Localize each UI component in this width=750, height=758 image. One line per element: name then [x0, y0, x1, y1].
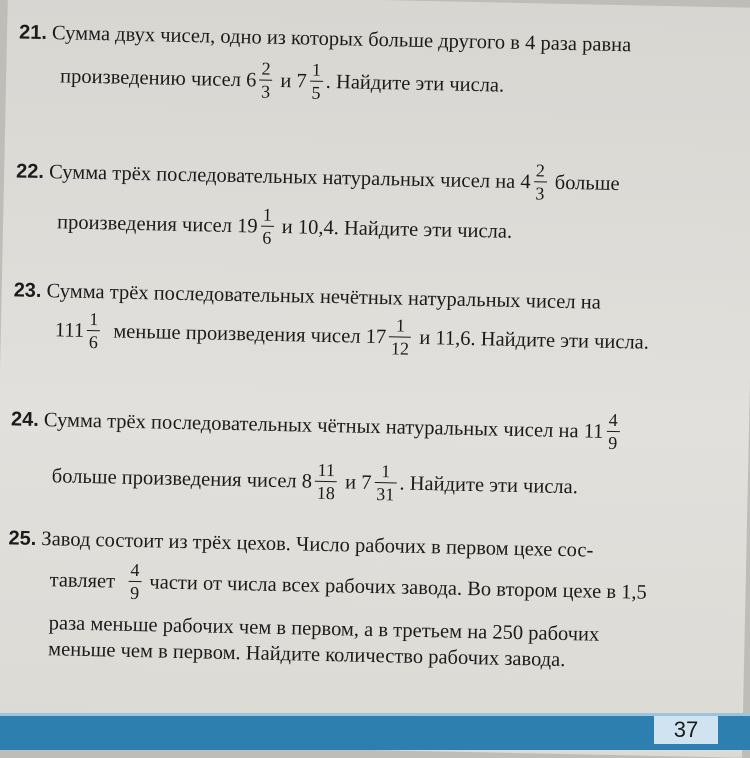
problem-text: больше произведения чисел	[51, 464, 297, 492]
problem-text: произведения чисел	[56, 210, 233, 237]
problem-text: Сумма трёх последовательных нечётных натуральных чисел на	[46, 280, 602, 314]
mixed-fraction: 4 $\frac{2}{3}$	[520, 160, 546, 204]
problem-25: 25. Завод состоит из трёх цехов. Число рабочих в первом цехе сос- тавляет $\frac{4}{9}$ части от числа всех рабочих завода. Во втором цехе в 1,5 раза меньше рабочих чем в первом, а в третьем на 250 рабочих меньше чем в первом. Найдите количество рабочих завода.	[8, 527, 648, 672]
mixed-fraction: 8 $\frac{11}{18}$	[301, 460, 340, 502]
problem-text: произведению чисел	[59, 64, 242, 91]
problem-number: 21.	[18, 21, 48, 45]
mixed-fraction: 111 $\frac{1}{6}$	[54, 309, 99, 353]
fraction: $\frac{4}{9}$	[129, 559, 140, 604]
mixed-fraction: 7 $\frac{1}{5}$	[296, 59, 322, 103]
problem-text: тавляет	[49, 568, 116, 593]
problem-number: 25.	[8, 527, 37, 550]
problem-text: Сумма двух чисел, одно из которых больше другого в 4 раза равна	[51, 22, 632, 57]
mixed-fraction: 7 $\frac{1}{31}$	[361, 462, 400, 504]
problem-23: 23. Сумма трёх последовательных нечётных натуральных чисел на 111 $\frac{1}{6}$ меньше произведения чисел 17 $\frac{1}{12}$ и 11,6. Найдите эти числа.	[13, 279, 650, 359]
problem-text: меньше чем в первом. Найдите количество рабочих завода.	[47, 638, 566, 672]
problem-number: 22.	[15, 159, 45, 183]
page-number: 37	[654, 716, 718, 744]
mixed-fraction: 11 $\frac{4}{9}$	[583, 409, 618, 454]
problem-22: 22. Сумма трёх последовательных натуральных чисел на 4 $\frac{2}{3}$ больше произведения чисел 19 $\frac{1}{6}$ и 10,4. Найдите эти числа.	[15, 159, 620, 248]
mixed-fraction: 19 $\frac{1}{6}$	[236, 204, 273, 248]
problem-number: 23.	[13, 279, 42, 302]
footer-bar	[0, 716, 750, 750]
mixed-fraction: 6 $\frac{2}{3}$	[245, 58, 271, 102]
problem-text: Завод состоит из трёх цехов. Число рабочих в первом цехе сос-	[41, 528, 594, 562]
problem-text: Сумма трёх последовательных натуральных чисел на	[48, 160, 516, 193]
problem-text: меньше произведения чисел	[113, 320, 361, 348]
problem-24: 24. Сумма трёх последовательных чётных натуральных чисел на 11 $\frac{4}{9}$ больше произведения чисел 8 $\frac{11}{18}$ и 7 $\frac{1}{31}$ . Найдите эти числа.	[12, 390, 730, 405]
problem-number: 24.	[10, 407, 40, 431]
problem-21: 21. Сумма двух чисел, одно из которых больше другого в 4 раза равна произведению чисел 6 $\frac{2}{3}$ и 7 $\frac{1}{5}$ . Найдите эти числа.	[18, 21, 632, 103]
mixed-fraction: 17 $\frac{1}{12}$	[365, 316, 414, 358]
problem-text: Сумма трёх последовательных чётных натуральных чисел на	[43, 408, 579, 442]
problem-text: раза меньше рабочих чем в первом, а в третьем на 250 рабочих	[48, 612, 600, 646]
